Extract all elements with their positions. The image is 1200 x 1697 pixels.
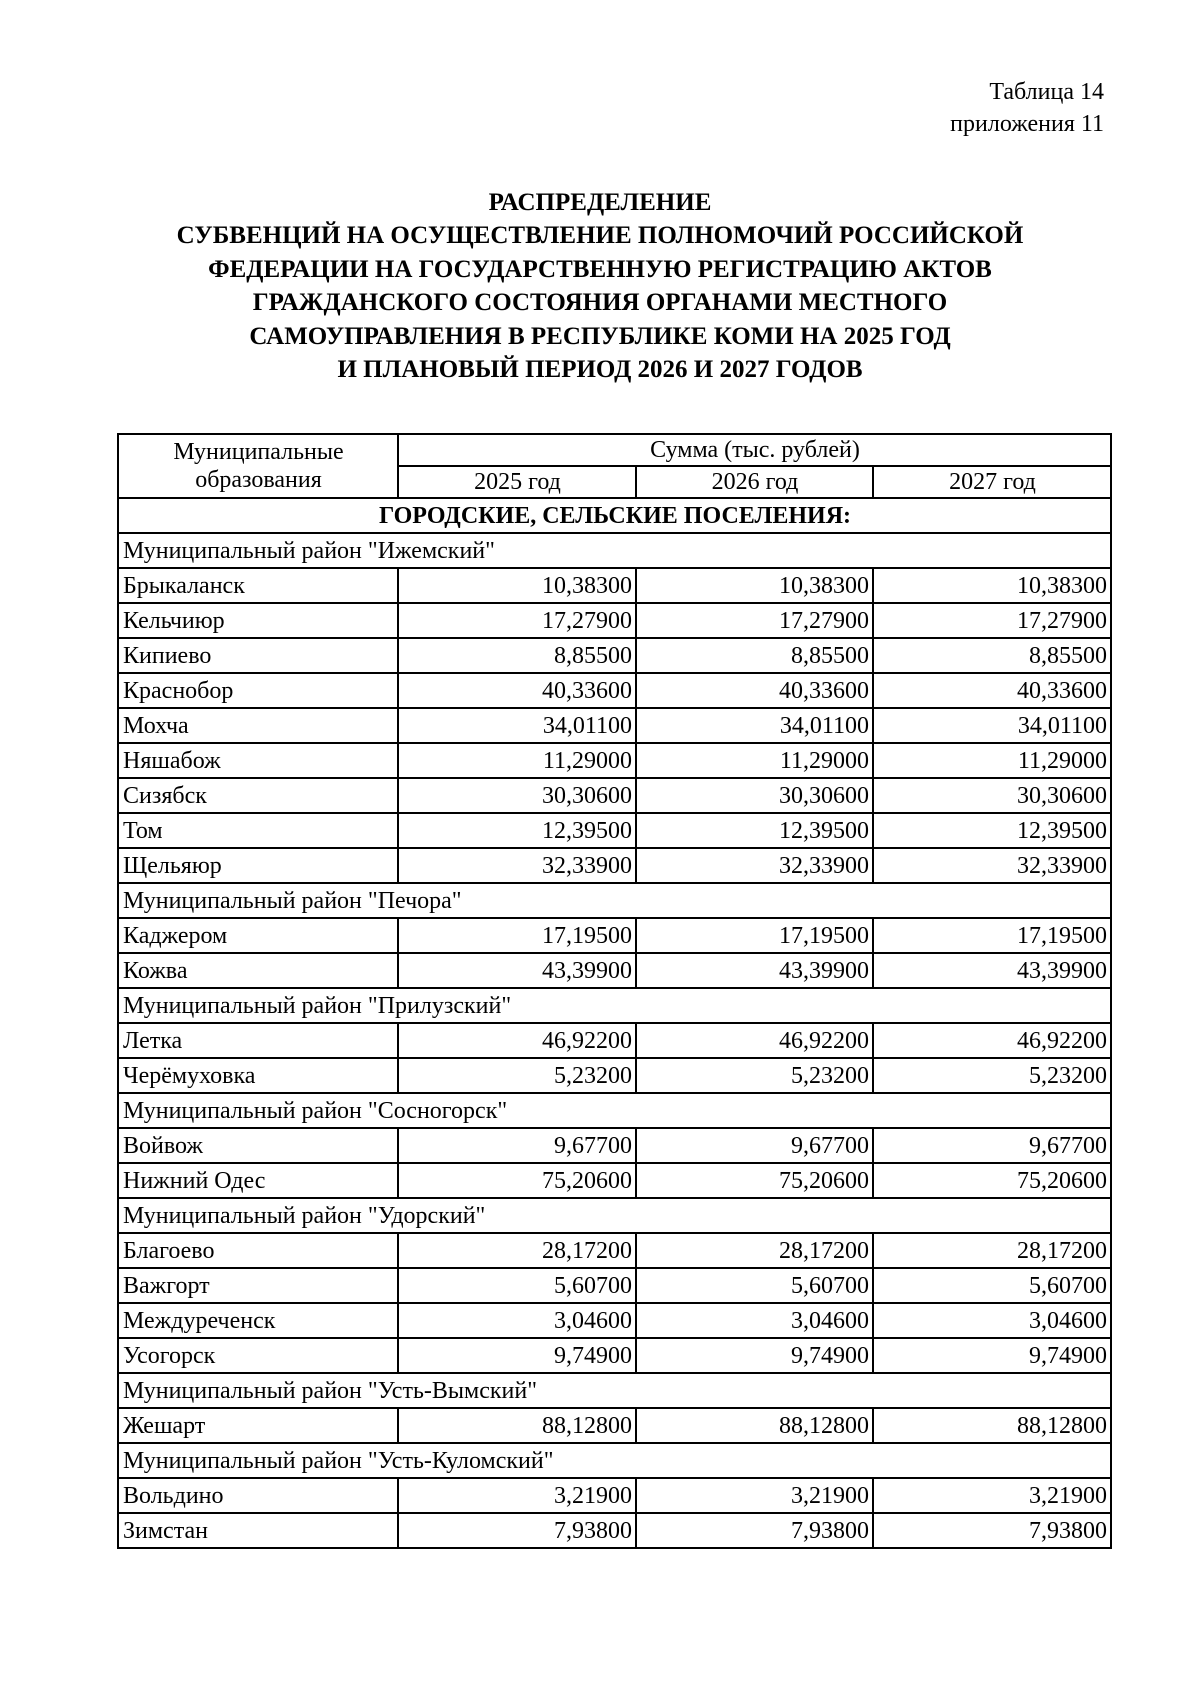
- amount-2026: 10,38300: [636, 568, 873, 603]
- settlement-name: Жешарт: [118, 1408, 398, 1443]
- amount-2026: 8,85500: [636, 638, 873, 673]
- amount-2025: 32,33900: [398, 848, 636, 883]
- amount-2025: 75,20600: [398, 1163, 636, 1198]
- amount-2025: 17,19500: [398, 918, 636, 953]
- amount-2025: 17,27900: [398, 603, 636, 638]
- table-row: [118, 1163, 1111, 1198]
- table-row: [118, 1128, 1111, 1163]
- title-line: И ПЛАНОВЫЙ ПЕРИОД 2026 И 2027 ГОДОВ: [337, 356, 863, 384]
- amount-2027: 3,04600: [873, 1303, 1111, 1338]
- amount-2027: 9,67700: [873, 1128, 1111, 1163]
- settlement-name: Войвож: [118, 1128, 398, 1163]
- amount-2025: 11,29000: [398, 743, 636, 778]
- district-row: [118, 988, 1111, 1023]
- settlement-name: Нижний Одес: [118, 1163, 398, 1198]
- table-row: [118, 813, 1111, 848]
- table-row: [118, 673, 1111, 708]
- amount-2026: 3,21900: [636, 1478, 873, 1513]
- table-row: [118, 1058, 1111, 1093]
- table-row: [118, 1303, 1111, 1338]
- amount-2026: 9,67700: [636, 1128, 873, 1163]
- amount-2027: 17,27900: [873, 603, 1111, 638]
- amount-2025: 3,21900: [398, 1478, 636, 1513]
- document-title: [100, 186, 1100, 386]
- table-row: [118, 918, 1111, 953]
- amount-2027: 32,33900: [873, 848, 1111, 883]
- amount-2026: 17,27900: [636, 603, 873, 638]
- table-row: [118, 743, 1111, 778]
- district-row: [118, 533, 1111, 568]
- district-row: [118, 1198, 1111, 1233]
- amount-2026: 3,04600: [636, 1303, 873, 1338]
- settlement-name: Кельчиюр: [118, 603, 398, 638]
- district-name: Муниципальный район "Усть-Куломский": [118, 1443, 1111, 1478]
- settlement-name: Краснобор: [118, 673, 398, 708]
- amount-2027: 5,23200: [873, 1058, 1111, 1093]
- settlement-name: Усогорск: [118, 1338, 398, 1373]
- table-row: [118, 1338, 1111, 1373]
- table-row: [118, 1513, 1111, 1548]
- section-heading: ГОРОДСКИЕ, СЕЛЬСКИЕ ПОСЕЛЕНИЯ:: [118, 498, 1111, 533]
- amount-2027: 8,85500: [873, 638, 1111, 673]
- table-row: [118, 1408, 1111, 1443]
- amount-2026: 34,01100: [636, 708, 873, 743]
- year-2025-header: 2025 год: [398, 466, 636, 498]
- district-row: [118, 1443, 1111, 1478]
- amount-2027: 43,39900: [873, 953, 1111, 988]
- settlement-name: Мохча: [118, 708, 398, 743]
- title-line: САМОУПРАВЛЕНИЯ В РЕСПУБЛИКЕ КОМИ НА 2025 ГОД: [249, 322, 951, 350]
- table-row: [118, 708, 1111, 743]
- district-row: [118, 883, 1111, 918]
- settlement-name: Кожва: [118, 953, 398, 988]
- amount-2026: 7,93800: [636, 1513, 873, 1548]
- amount-2026: 9,74900: [636, 1338, 873, 1373]
- amount-2027: 5,60700: [873, 1268, 1111, 1303]
- table-row: [118, 1478, 1111, 1513]
- municipality-column-header: [118, 434, 398, 498]
- table-row: [118, 568, 1111, 603]
- amount-2025: 30,30600: [398, 778, 636, 813]
- amount-2026: 40,33600: [636, 673, 873, 708]
- amount-2027: 40,33600: [873, 673, 1111, 708]
- table-caption: [950, 76, 1104, 140]
- table-row: [118, 603, 1111, 638]
- amount-2027: 12,39500: [873, 813, 1111, 848]
- amount-2025: 9,74900: [398, 1338, 636, 1373]
- amount-2027: 17,19500: [873, 918, 1111, 953]
- table-row: [118, 1023, 1111, 1058]
- distribution-table: [117, 433, 1112, 1549]
- settlement-name: Летка: [118, 1023, 398, 1058]
- amount-2026: 88,12800: [636, 1408, 873, 1443]
- amount-2027: 9,74900: [873, 1338, 1111, 1373]
- amount-2027: 46,92200: [873, 1023, 1111, 1058]
- settlement-name: Междуреченск: [118, 1303, 398, 1338]
- amount-2027: 30,30600: [873, 778, 1111, 813]
- amount-2025: 5,23200: [398, 1058, 636, 1093]
- district-name: Муниципальный район "Печора": [118, 883, 1111, 918]
- district-row: [118, 1093, 1111, 1128]
- amount-2025: 7,93800: [398, 1513, 636, 1548]
- settlement-name: Няшабож: [118, 743, 398, 778]
- table-number: Таблица 14: [989, 79, 1104, 105]
- table-row: [118, 1268, 1111, 1303]
- district-name: Муниципальный район "Прилузский": [118, 988, 1111, 1023]
- settlement-name: Сизябск: [118, 778, 398, 813]
- amount-2026: 32,33900: [636, 848, 873, 883]
- amount-2026: 5,23200: [636, 1058, 873, 1093]
- amount-2025: 46,92200: [398, 1023, 636, 1058]
- amount-2026: 17,19500: [636, 918, 873, 953]
- settlement-name: Кипиево: [118, 638, 398, 673]
- amount-2025: 10,38300: [398, 568, 636, 603]
- amount-2027: 7,93800: [873, 1513, 1111, 1548]
- district-name: Муниципальный район "Усть-Вымский": [118, 1373, 1111, 1408]
- appendix-number: приложения 11: [950, 111, 1104, 137]
- settlement-name: Вольдино: [118, 1478, 398, 1513]
- amount-2025: 9,67700: [398, 1128, 636, 1163]
- amount-2025: 28,17200: [398, 1233, 636, 1268]
- amount-2026: 5,60700: [636, 1268, 873, 1303]
- settlement-name: Том: [118, 813, 398, 848]
- settlement-name: Щельяюр: [118, 848, 398, 883]
- amount-2027: 10,38300: [873, 568, 1111, 603]
- district-name: Муниципальный район "Ижемский": [118, 533, 1111, 568]
- sum-column-header: Сумма (тыс. рублей): [398, 434, 1111, 466]
- table-row: [118, 638, 1111, 673]
- amount-2027: 34,01100: [873, 708, 1111, 743]
- amount-2027: 3,21900: [873, 1478, 1111, 1513]
- header-text: образования: [195, 467, 322, 493]
- year-2027-header: 2027 год: [873, 466, 1111, 498]
- amount-2026: 30,30600: [636, 778, 873, 813]
- amount-2026: 12,39500: [636, 813, 873, 848]
- header-text: Муниципальные: [173, 439, 344, 465]
- district-name: Муниципальный район "Удорский": [118, 1198, 1111, 1233]
- amount-2025: 88,12800: [398, 1408, 636, 1443]
- amount-2025: 5,60700: [398, 1268, 636, 1303]
- table-header: [118, 434, 1111, 498]
- amount-2025: 12,39500: [398, 813, 636, 848]
- amount-2025: 40,33600: [398, 673, 636, 708]
- amount-2026: 11,29000: [636, 743, 873, 778]
- amount-2025: 43,39900: [398, 953, 636, 988]
- amount-2027: 28,17200: [873, 1233, 1111, 1268]
- amount-2027: 88,12800: [873, 1408, 1111, 1443]
- table-body: [118, 498, 1111, 1548]
- settlement-name: Каджером: [118, 918, 398, 953]
- amount-2026: 43,39900: [636, 953, 873, 988]
- settlement-name: Зимстан: [118, 1513, 398, 1548]
- amount-2027: 75,20600: [873, 1163, 1111, 1198]
- settlement-name: Черёмуховка: [118, 1058, 398, 1093]
- amount-2026: 75,20600: [636, 1163, 873, 1198]
- title-line: РАСПРЕДЕЛЕНИЕ: [488, 189, 712, 216]
- settlement-name: Важгорт: [118, 1268, 398, 1303]
- table-row: [118, 1233, 1111, 1268]
- table-row: [118, 953, 1111, 988]
- amount-2025: 8,85500: [398, 638, 636, 673]
- table-row: [118, 778, 1111, 813]
- amount-2025: 3,04600: [398, 1303, 636, 1338]
- district-row: [118, 1373, 1111, 1408]
- year-2026-header: 2026 год: [636, 466, 873, 498]
- title-line: ГРАЖДАНСКОГО СОСТОЯНИЯ ОРГАНАМИ МЕСТНОГО: [252, 289, 948, 317]
- settlement-name: Брыкаланск: [118, 568, 398, 603]
- amount-2026: 28,17200: [636, 1233, 873, 1268]
- amount-2026: 46,92200: [636, 1023, 873, 1058]
- title-line: ФЕДЕРАЦИИ НА ГОСУДАРСТВЕННУЮ РЕГИСТРАЦИЮ АКТОВ: [208, 255, 992, 283]
- district-name: Муниципальный район "Сосногорск": [118, 1093, 1111, 1128]
- amount-2025: 34,01100: [398, 708, 636, 743]
- settlement-name: Благоево: [118, 1233, 398, 1268]
- title-line: СУБВЕНЦИЙ НА ОСУЩЕСТВЛЕНИЕ ПОЛНОМОЧИЙ РОССИЙСКОЙ: [176, 222, 1024, 250]
- table-row: [118, 848, 1111, 883]
- amount-2027: 11,29000: [873, 743, 1111, 778]
